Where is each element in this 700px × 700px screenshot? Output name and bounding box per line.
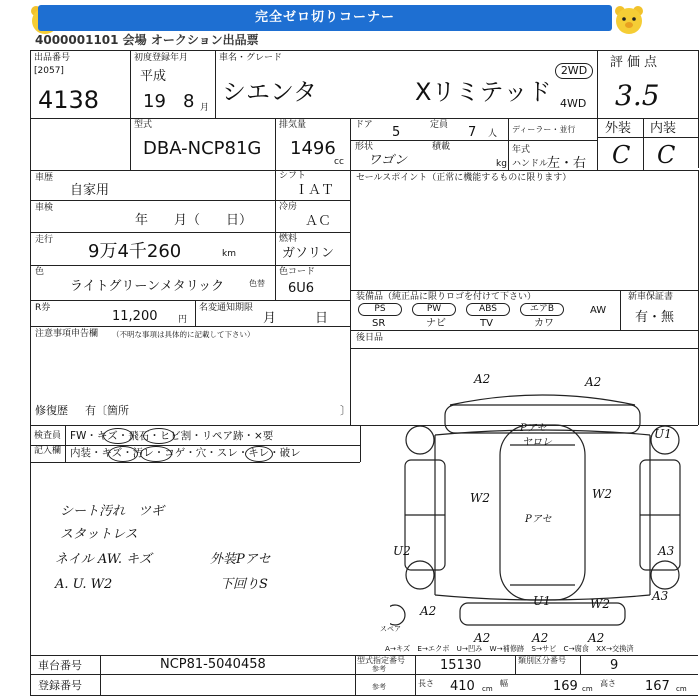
width-label: 幅 (500, 679, 508, 688)
hw-line3: ネイル AW. キズ (55, 552, 152, 567)
mark-pase-mid: Pアセ (525, 514, 552, 525)
equip-airbag: エアB (520, 303, 564, 316)
mark-a2-bottom-2: A2 (532, 631, 549, 645)
reg-month: 8 (183, 91, 195, 112)
int-label: 内装 (650, 121, 677, 136)
checks-row1: FW・キズ・飛石・ヒビ割・リペア跡・×要 (70, 430, 274, 442)
seat-unit: 人 (488, 129, 498, 139)
km-unit: km (222, 249, 236, 259)
fuel-label: 燃料 (279, 234, 298, 244)
mileage: 9万4千260 (88, 241, 182, 262)
new-car-value: 有・無 (635, 310, 675, 325)
category: 9 (610, 658, 619, 673)
notice-value: 月 日 (263, 311, 329, 326)
lot-label: 出品番号 (34, 53, 71, 63)
drive-4wd: 4WD (560, 97, 587, 110)
door-label: ドア (355, 120, 373, 130)
recycle-label: R券 (35, 303, 51, 313)
rear-seat-label: 後日品 (356, 333, 384, 343)
equip-navi: ナビ (426, 318, 446, 329)
top-strip: 4000001101 会場 オークション出品票 (35, 33, 259, 47)
inspector-label: 検査員 (34, 431, 62, 441)
dealer-label: ディーラー・並行 (512, 125, 576, 134)
equip-sr: SR (372, 318, 386, 329)
inspection: 年 月（ 日） (135, 213, 253, 228)
inspection-label: 車検 (35, 203, 54, 213)
length-label: 長さ (418, 679, 434, 688)
notes-label: 注意事項申告欄 (35, 329, 99, 339)
mark-spare: スペア (380, 625, 401, 633)
damage-legend: A→キズ E→エクボ U→凹み W→補修跡 S→サビ C→腐食 XX→交換済 (385, 644, 634, 653)
mark-pase-top: Pアセ (520, 423, 547, 434)
height-label: 高さ (600, 679, 616, 688)
mark-u1-right: U1 (654, 427, 672, 441)
mileage-label: 走行 (35, 235, 54, 245)
new-car-label: 新車保証書 (628, 292, 674, 302)
checks-row2: 内装・キズ・汚レ・コゲ・穴・スレ・キレ・破レ (70, 447, 301, 459)
equip-abs: ABS (466, 303, 510, 316)
fuel: ガソリン (282, 246, 335, 261)
reg-year: 19 (143, 91, 166, 112)
ref-1: 参考 (372, 665, 386, 673)
cc-unit: cc (334, 157, 344, 167)
hw-line2: スタットレス (60, 527, 138, 542)
notice-label: 名変通知期限 (199, 303, 254, 313)
ext-label: 外装 (605, 121, 632, 136)
sales-point-label: セールスポイント（正常に機能するものに限ります） (356, 173, 572, 183)
height-unit: cm (676, 685, 687, 693)
int-grade: C (657, 141, 676, 169)
ext-grade: C (612, 141, 631, 169)
displacement: 1496 (290, 138, 336, 159)
equip-tv: TV (480, 318, 493, 329)
mark-a2-top-right: A2 (585, 375, 602, 389)
hw-line6: 下回りS (220, 577, 268, 592)
kg-unit: kg (496, 159, 507, 169)
mark-u1-bottom: U1 (533, 594, 551, 608)
equip-ps: PS (358, 303, 402, 316)
handle: 左・右 (547, 156, 587, 171)
equip-pw: PW (412, 303, 456, 316)
mark-a2-top-left: A2 (474, 372, 491, 386)
mark-u2: U2 (393, 544, 411, 558)
notes-hint: （不明な事項は具体的に記載して下さい） (112, 330, 255, 339)
mark-a2-lower-left: A2 (420, 604, 437, 618)
repaint-label: 色替 (249, 279, 265, 288)
chassis: NCP81-5040458 (160, 657, 266, 672)
shift-label: シフト (279, 171, 307, 181)
length: 410 (450, 679, 475, 694)
doors: 5 (392, 125, 401, 140)
repair-value: 有〔箇所 (85, 404, 129, 417)
month-suffix: 月 (200, 103, 210, 113)
model-label: 型式 (134, 120, 153, 130)
bear-mascot-icon-right (612, 3, 646, 37)
shape: ワゴン (368, 153, 408, 168)
mark-w2-bottom: W2 (590, 597, 610, 611)
equipment-label: 装備品（純正品に限りロゴを付けて下さい） (356, 292, 537, 302)
color-code-label: 色コード (279, 267, 316, 277)
chassis-label: 車台番号 (38, 659, 82, 672)
year-label: 年式 (512, 145, 531, 155)
banner: 完全ゼロ切りコーナー (38, 5, 612, 31)
hw-line1: シート汚れ ツギ (60, 504, 165, 519)
car-name: シエンタ (222, 78, 318, 106)
recycle: 11,200 (112, 309, 158, 324)
mark-w2-right: W2 (592, 487, 612, 501)
width: 169 (553, 679, 578, 694)
mark-a2-bottom-3: A2 (588, 631, 605, 645)
repair-close: 〕 (340, 404, 351, 417)
category-label: 類別区分番号 (518, 656, 566, 665)
grade: Xリミテッド (415, 78, 552, 106)
mark-a3: A3 (658, 544, 675, 558)
ref-2: 参考 (372, 683, 386, 691)
name-label: 車名・グレード (219, 53, 283, 63)
mark-w2-left: W2 (470, 491, 490, 505)
model: DBA-NCP81G (143, 138, 262, 159)
ac-label: 冷房 (279, 202, 298, 212)
score-label: 評価点 (610, 55, 662, 70)
history-label: 車歴 (35, 173, 54, 183)
mark-yakure: ヤロレ (522, 437, 552, 448)
lot-sub: [2057] (34, 66, 64, 76)
lot-number: 4138 (38, 86, 100, 114)
ac: ＡＣ (305, 214, 332, 229)
equip-aw: AW (590, 305, 607, 316)
shape-label: 形状 (355, 142, 374, 152)
shift: ＩＡＴ (295, 183, 335, 198)
equip-leather: カワ (534, 318, 554, 329)
hw-line4: A. U. W2 (55, 577, 113, 592)
history: 自家用 (70, 183, 110, 198)
length-unit: cm (482, 685, 493, 693)
drive-2wd: 2WD (555, 63, 593, 79)
load-label: 積載 (432, 142, 451, 152)
color-label: 色 (35, 267, 45, 277)
height: 167 (645, 679, 670, 694)
seat-label: 定員 (430, 120, 449, 130)
repair-label: 修復歴 (35, 404, 68, 417)
hw-line5: 外装Pアセ (210, 552, 271, 567)
mark-a2-bottom-1: A2 (474, 631, 491, 645)
reg-no-label: 登録番号 (38, 679, 82, 692)
color: ライトグリーンメタリック (70, 279, 225, 294)
era: 平成 (140, 69, 167, 84)
mark-a3-bottom: A3 (652, 589, 669, 603)
width-unit: cm (582, 685, 593, 693)
reg-label: 初度登録年月 (134, 53, 189, 63)
handle-label: ハンドル (512, 159, 549, 169)
model-cert-label: 型式指定番号 (357, 656, 405, 665)
color-code: 6U6 (288, 281, 315, 296)
score: 3.5 (615, 79, 660, 112)
disp-label: 排気量 (279, 120, 307, 130)
record-label: 記入欄 (34, 446, 62, 456)
yen-unit: 円 (178, 315, 188, 325)
seats: 7 (468, 125, 477, 140)
model-cert: 15130 (440, 658, 482, 673)
